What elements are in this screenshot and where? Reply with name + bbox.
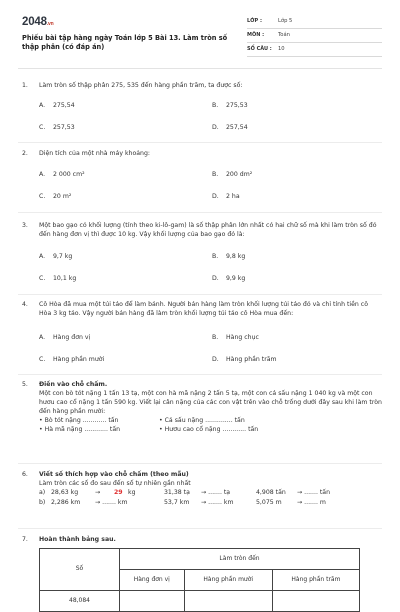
- question-number: 2.: [22, 150, 28, 157]
- site-logo[interactable]: 2048.vn: [22, 16, 54, 28]
- divider: [18, 463, 382, 464]
- q3-option-c[interactable]: C. 10,1 kg: [39, 275, 77, 282]
- header-divider: [18, 68, 382, 69]
- question-3: [22, 222, 382, 240]
- col-number-header: Số: [40, 549, 120, 591]
- table-cell-number: 48,084: [40, 591, 120, 612]
- document-title: Phiếu bài tập hàng ngày Toán lớp 5 Bài 13. Làm tròn số thập phân (có đáp án): [22, 34, 228, 52]
- question-number: 5.: [22, 381, 28, 388]
- meta-class-row: LỚP : Lớp 5: [247, 15, 382, 29]
- question-7: [22, 536, 382, 545]
- col-ones-header: Hàng đơn vị: [120, 570, 185, 591]
- question-number: 7.: [22, 536, 28, 543]
- header: [22, 12, 382, 60]
- question-heading: Viết số thích hợp vào chỗ chấm (theo mẫu): [39, 471, 189, 478]
- question-text: Cô Hòa đã mua một túi táo để làm bánh. Người bán hàng làm tròn khối lượng túi táo đó và chỉ tính tiền cô Hòa 3 kg táo. Vậy người bán hàng đã làm tròn khối lượng túi táo cô Hòa mua đến:: [39, 301, 368, 317]
- fill-blank[interactable]: → ....... tấn: [297, 488, 331, 496]
- table-cell-answer[interactable]: [184, 591, 272, 612]
- q4-option-c[interactable]: C. Hàng phần mười: [39, 356, 105, 363]
- q4-option-b[interactable]: B. Hàng chục: [212, 334, 259, 341]
- question-text: Làm tròn số thập phân 275, 535 đến hàng phần trăm, ta được số:: [39, 82, 243, 89]
- fill-blank[interactable]: → ....... km: [201, 498, 234, 506]
- table-cell-answer[interactable]: [120, 591, 185, 612]
- question-5: [22, 381, 382, 435]
- q3-option-b[interactable]: B. 9,8 kg: [212, 253, 246, 260]
- q4-option-d[interactable]: D. Hàng phần trăm: [212, 356, 277, 363]
- question-4: [22, 301, 382, 319]
- question-6: [22, 471, 382, 509]
- q2-option-b[interactable]: B. 200 dm²: [212, 171, 253, 178]
- meta-box: [247, 15, 382, 57]
- fill-item[interactable]: • Bò tót nặng ............ tấn: [39, 416, 119, 424]
- q2-option-d[interactable]: D. 2 ha: [212, 193, 240, 200]
- col-tenths-header: Hàng phần mười: [184, 570, 272, 591]
- fill-item[interactable]: • Cá sấu nặng .............. tấn: [159, 416, 245, 424]
- question-2: [22, 150, 382, 159]
- question-text: Diện tích của một nhà máy khoảng:: [39, 150, 150, 157]
- question-heading: Hoàn thành bảng sau.: [39, 536, 116, 543]
- table-cell-answer[interactable]: [272, 591, 359, 612]
- divider: [18, 294, 382, 295]
- q4-option-a[interactable]: A. Hàng đơn vị: [39, 334, 91, 341]
- fill-blank[interactable]: → ....... tạ: [201, 488, 231, 496]
- fill-item[interactable]: • Hà mã nặng ............ tấn: [39, 425, 121, 433]
- divider: [18, 212, 382, 213]
- question-text: Một con bò tót nặng 1 tấn 13 tạ, một con hà mã nặng 2 tấn 5 tạ, một con cá sấu nặng 1 040 kg và một con hươu cao cổ nặng 1 tấn 590 kg. Viết lại cân nặng của các con vật trên vào chỗ trống dưới đây sau khi làm tròn đến hàng phần mười:: [39, 389, 382, 415]
- q3-option-a[interactable]: A. 9,7 kg: [39, 253, 73, 260]
- fill-item[interactable]: • Hươu cao cổ nặng ............ tấn: [159, 425, 259, 433]
- question-1: [22, 82, 382, 91]
- rounding-table: [39, 548, 360, 612]
- q1-option-d[interactable]: D. 257,54: [212, 124, 248, 131]
- fill-blank[interactable]: → ....... m: [297, 498, 326, 506]
- divider: [18, 528, 382, 529]
- q2-option-c[interactable]: C. 20 m²: [39, 193, 72, 200]
- divider: [18, 374, 382, 375]
- meta-subject-row: MÔN : Toán: [247, 29, 382, 43]
- meta-count-row: SỐ CÂU : 10: [247, 43, 382, 57]
- q1-option-c[interactable]: C. 257,53: [39, 124, 75, 131]
- question-heading: Điền vào chỗ chấm.: [39, 381, 108, 388]
- question-number: 3.: [22, 222, 28, 229]
- sample-answer: 29: [114, 488, 123, 496]
- row-b: b) 2,286 km → ....... km 53,7 km → ....... km 5,075 m → ....... m: [39, 498, 326, 506]
- q1-option-b[interactable]: B. 275,53: [212, 102, 248, 109]
- question-number: 4.: [22, 301, 28, 308]
- col-hundredths-header: Hàng phần trăm: [272, 570, 359, 591]
- question-number: 1.: [22, 82, 28, 89]
- q1-option-a[interactable]: A. 275,54: [39, 102, 75, 109]
- question-text: Làm tròn các số đo sau đến số tự nhiên gần nhất: [39, 479, 191, 487]
- question-number: 6.: [22, 471, 28, 478]
- divider: [18, 142, 382, 143]
- row-a: a) 28,63 kg → 29 kg 31,38 tạ → ....... tạ 4,908 tấn → ....... tấn: [39, 488, 331, 496]
- fill-blank[interactable]: → ....... km: [95, 498, 128, 506]
- q3-option-d[interactable]: D. 9,9 kg: [212, 275, 246, 282]
- q2-option-a[interactable]: A. 2 000 cm²: [39, 171, 85, 178]
- question-text: Một bao gạo có khối lượng (tính theo ki-lô-gam) là số thập phân lớn nhất có hai chữ số mà khi làm tròn số đó đến hàng đơn vị thì được 10 kg. Vậy khối lượng của bao gạo đó là:: [39, 222, 377, 238]
- group-header: Làm tròn đến: [120, 549, 360, 570]
